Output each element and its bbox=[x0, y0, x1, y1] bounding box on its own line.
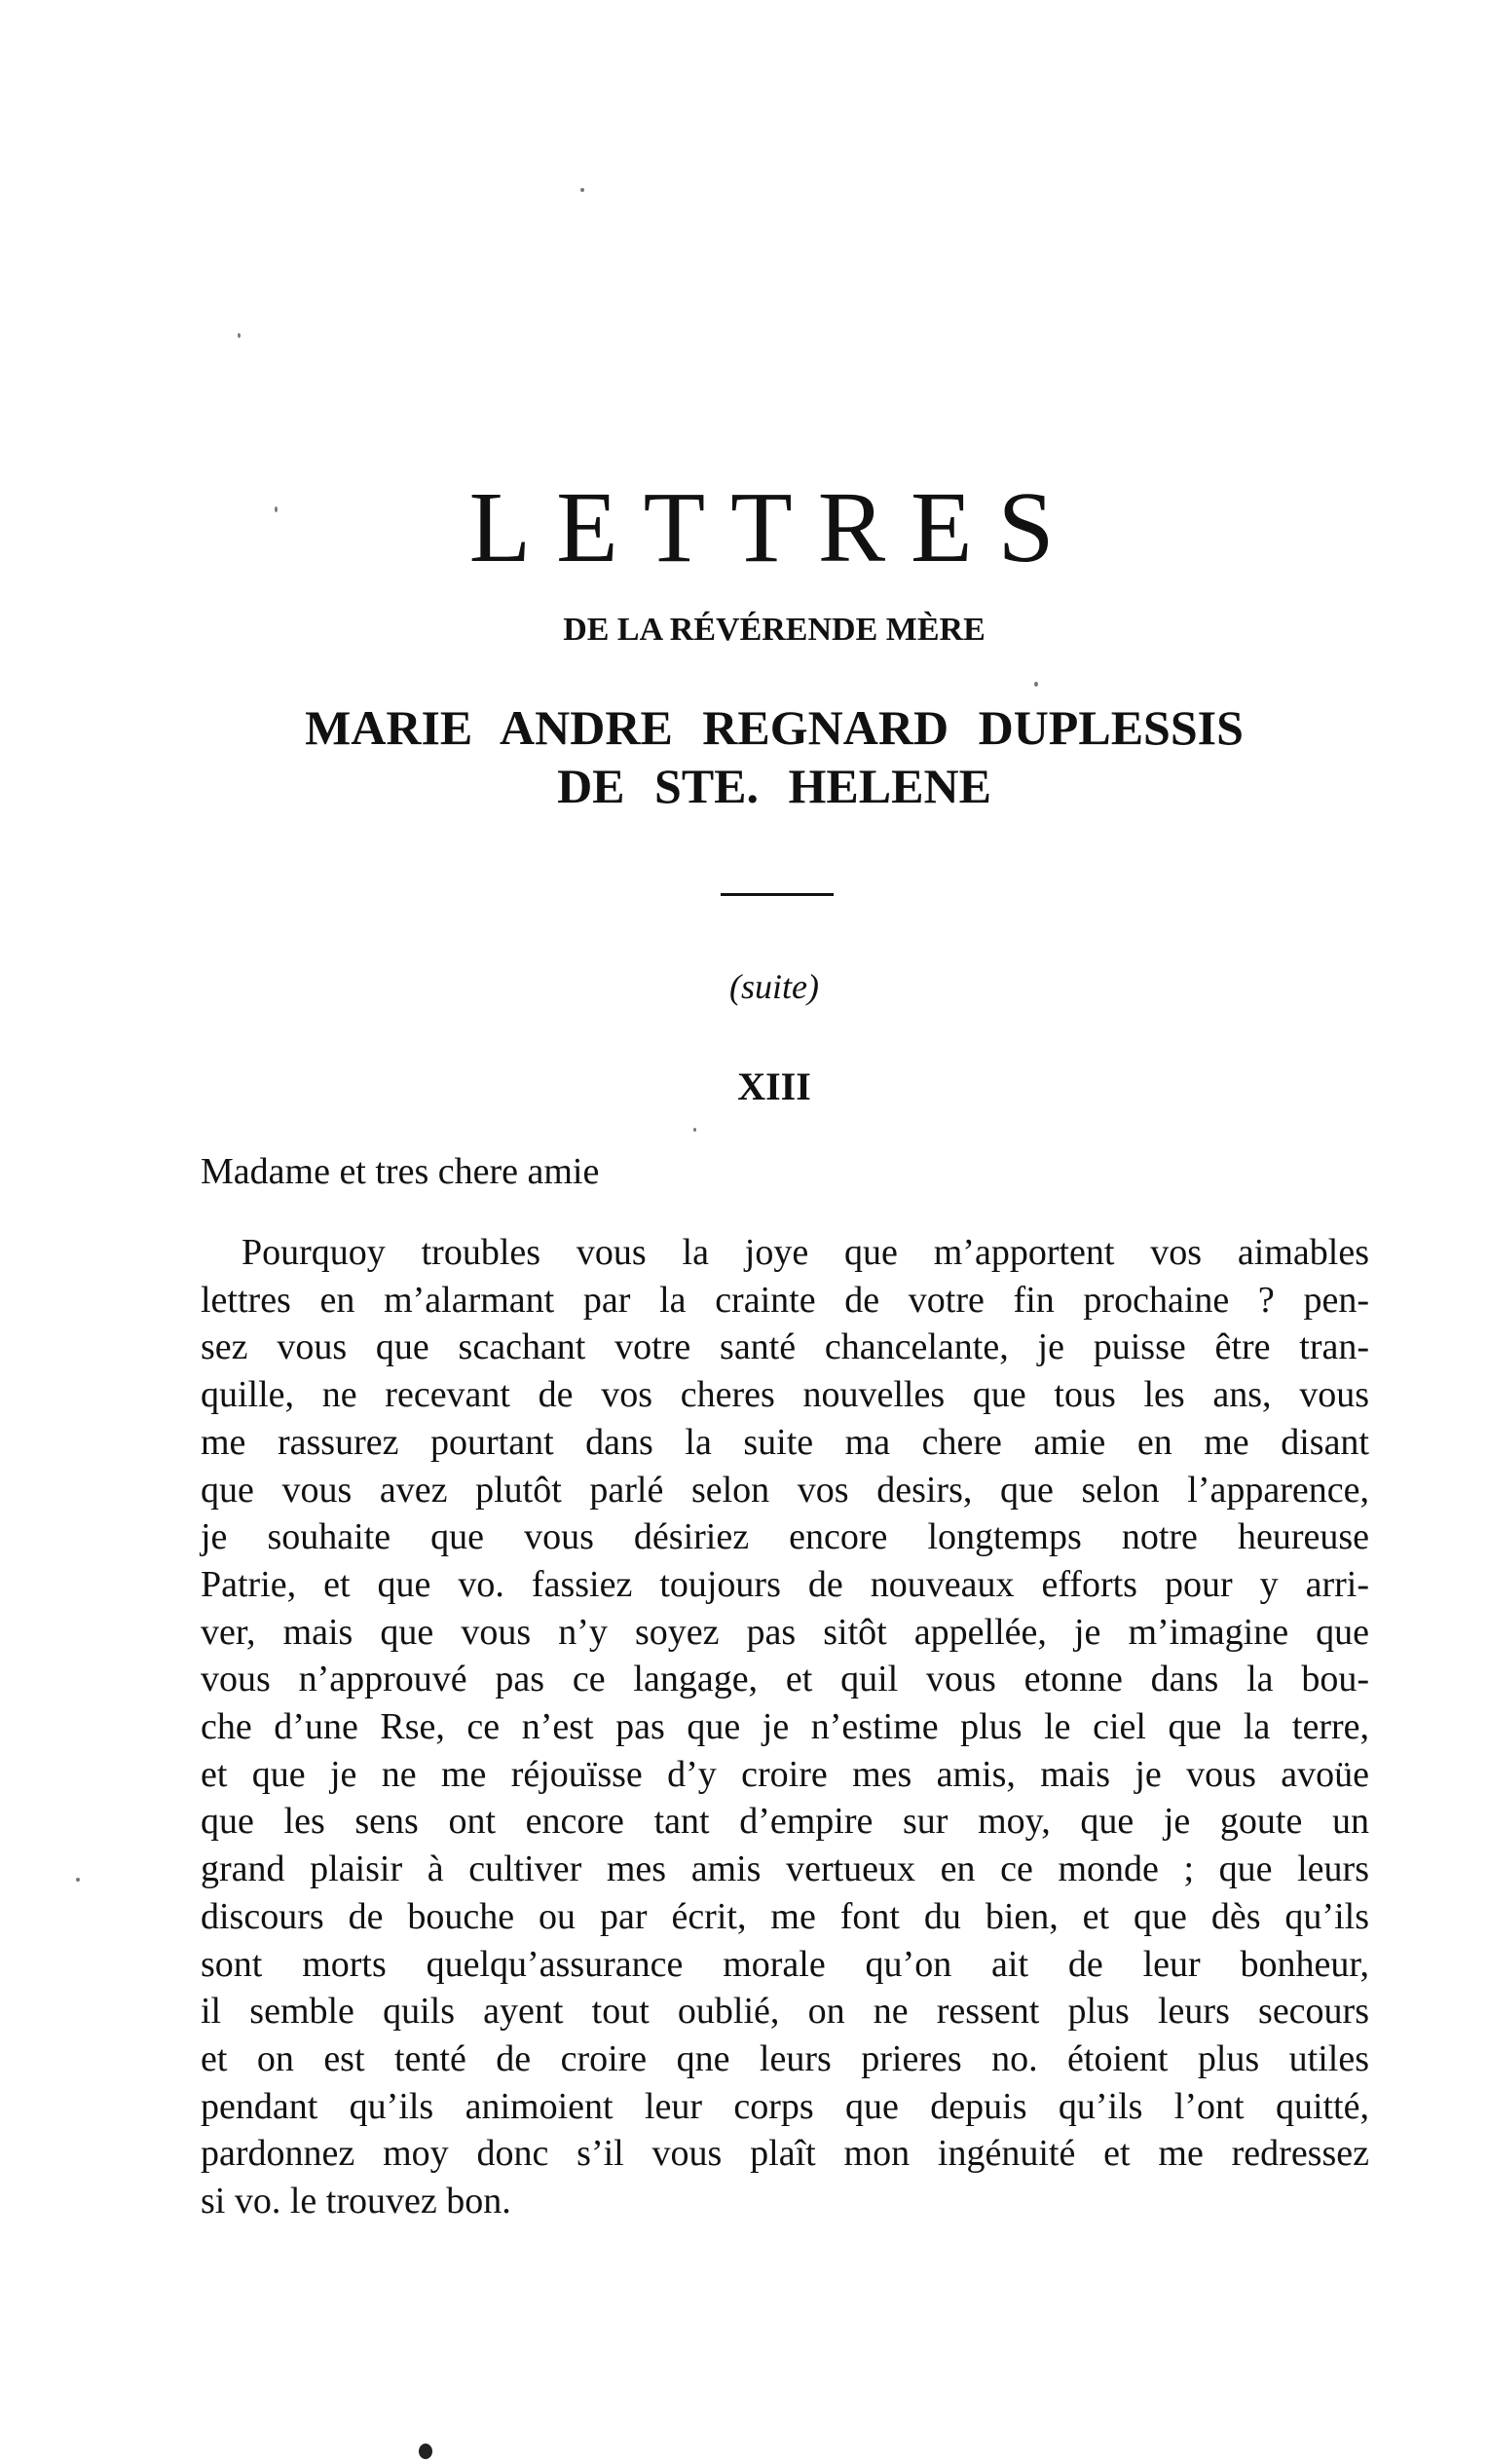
document-subtitle: DE LA RÉVÉRENDE MÈRE bbox=[563, 612, 986, 648]
scan-speck bbox=[238, 333, 241, 338]
body-line: pendant qu’ils animoient leur corps que depuis qu’ils l’ont quitté, bbox=[201, 2085, 1369, 2127]
author-name-line-2: DE STE. HELENE bbox=[557, 759, 991, 813]
body-line: che d’une Rse, ce n’est pas que je n’estime plus le ciel que la terre, bbox=[201, 1706, 1369, 1748]
scan-speck bbox=[580, 188, 584, 192]
body-line: si vo. le trouvez bon. bbox=[201, 2181, 511, 2222]
body-line: Patrie, et que vo. fassiez toujours de nouveaux efforts pour y arri- bbox=[201, 1563, 1369, 1605]
author-name-line-1: MARIE ANDRE REGNARD DUPLESSIS bbox=[305, 700, 1244, 755]
body-line: je souhaite que vous désiriez encore longtemps notre heureuse bbox=[201, 1516, 1369, 1558]
continuation-note: (suite) bbox=[729, 967, 819, 1006]
body-line: grand plaisir à cultiver mes amis vertueux en ce monde ; que leurs bbox=[201, 1848, 1369, 1890]
scan-speck bbox=[1034, 682, 1038, 687]
scan-speck bbox=[76, 1878, 80, 1882]
body-line: que vous avez plutôt parlé selon vos desirs, que selon l’apparence, bbox=[201, 1469, 1369, 1511]
letter-body bbox=[201, 1229, 1369, 2225]
body-line: lettres en m’alarmant par la crainte de votre fin prochaine ? pen- bbox=[201, 1279, 1369, 1321]
body-line: discours de bouche ou par écrit, me font du bien, et que dès qu’ils bbox=[201, 1895, 1369, 1937]
body-line: ver, mais que vous n’y soyez pas sitôt appellée, je m’imagine que bbox=[201, 1611, 1369, 1653]
body-line: vous n’approuvé pas ce langage, et quil vous etonne dans la bou- bbox=[201, 1659, 1369, 1700]
body-line: quille, ne recevant de vos cheres nouvelles que tous les ans, vous bbox=[201, 1374, 1369, 1416]
scan-speck bbox=[693, 1128, 696, 1132]
document-title: LETTRES bbox=[468, 471, 1080, 583]
letter-salutation: Madame et tres chere amie bbox=[201, 1151, 600, 1192]
body-line: et que je ne me réjouïsse d’y croire mes amis, mais je vous avoüe bbox=[201, 1753, 1369, 1795]
body-line: sont morts quelqu’assurance morale qu’on ait de leur bonheur, bbox=[201, 1943, 1369, 1985]
body-line: que les sens ont encore tant d’empire sur moy, que je goute un bbox=[201, 1801, 1369, 1843]
body-line: Pourquoy troubles vous la joye que m’apportent vos aimables bbox=[242, 1232, 1369, 1273]
body-line: et on est tenté de croire qne leurs prieres no. étoient plus utiles bbox=[201, 2037, 1369, 2079]
body-line: il semble quils ayent tout oublié, on ne ressent plus leurs secours bbox=[201, 1991, 1369, 2033]
title-divider bbox=[721, 893, 834, 896]
body-line: pardonnez moy donc s’il vous plaît mon ingénuité et me redressez bbox=[201, 2133, 1369, 2175]
body-line: sez vous que scachant votre santé chancelante, je puisse être tran- bbox=[201, 1326, 1369, 1368]
scan-speck bbox=[419, 2444, 432, 2459]
body-line: me rassurez pourtant dans la suite ma chere amie en me disant bbox=[201, 1421, 1369, 1463]
letter-number: XIII bbox=[737, 1064, 811, 1108]
